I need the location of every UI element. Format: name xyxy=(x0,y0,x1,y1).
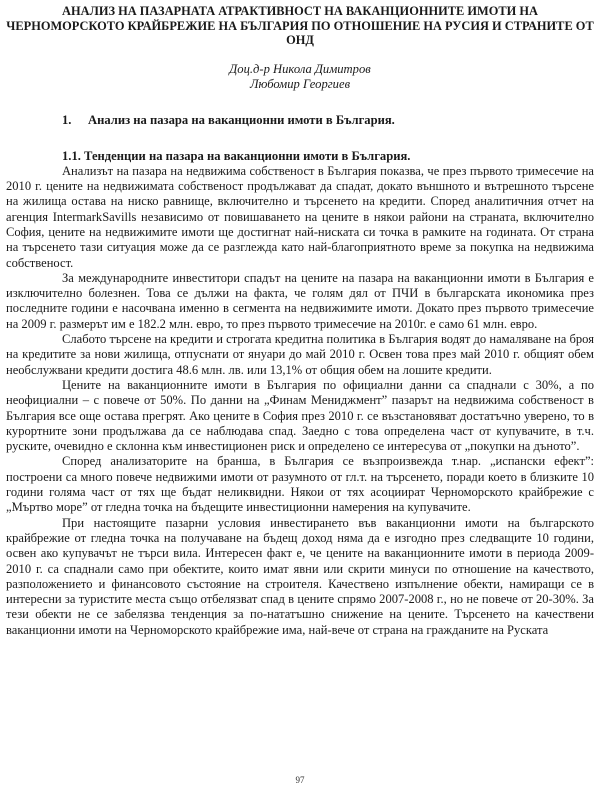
paper-title: АНАЛИЗ НА ПАЗАРНАТА АТРАКТИВНОСТ НА ВАКАНЦИОННИТЕ ИМОТИ НА ЧЕРНОМОРСКОТО КРАЙБРЕЖИЕ НА БЪЛГАРИЯ ПО ОТНОШЕНИЕ НА РУСИЯ И СТРАНИТЕ ОТ ОНД xyxy=(6,4,594,48)
paragraph: Цените на ваканционните имоти в България по официални данни са спаднали с 30%, а по неофициални – с повече от 50%. По данни на „Финам Мениджмент” пазарът на недвижима собственост в България все още остава прегрят. Ако цените в София през 2010 г. се възстановяват достатъчно уверено, то в курортните зони продължава да се наблюдава спад. Заедно с това определена част от купувачите, в т.ч. руските, очевидно е склонна към инвестиционен риск и определено се интересува от „покупки на дъното”. xyxy=(6,377,594,454)
page-number: 97 xyxy=(295,775,305,785)
body-text xyxy=(6,164,594,638)
author-name: Любомир Георгиев xyxy=(249,76,351,91)
paragraph: Слабото търсене на кредити и строгата кредитна политика в България водят до намаляване на броя на кредитите за нови жилища, отпуснати от януари до май 2010 г. Освен това през май 2010 г. общият обем необслужвани кредити достига 48.6 млн. лв. или 13,1% от общия обем на лошите кредити. xyxy=(6,332,594,377)
section-number: 1. xyxy=(62,112,72,127)
section-title: Анализ на пазара на ваканционни имоти в България. xyxy=(88,112,395,127)
paragraph: За международните инвеститори спадът на цените на пазара на ваканционни имоти в България е изключително болезнен. Това се дължи на факта, че голям дял от ПЧИ в българската икономика през последните години е насочвана именно в сегмента на недвижимите имоти. Докато през първото тримесечие на 2009 г. размерът им е 182.2 млн. евро, то през първото тримесечие на 2010г. е само 61 млн. евро. xyxy=(6,270,594,331)
subsection-heading: 1.1. Тенденции на пазара на ваканционни имоти в България. xyxy=(62,148,411,163)
author-list xyxy=(6,62,594,92)
paragraph: При настоящите пазарни условия инвестирането във ваканционни имоти на българското крайбрежие от гледна точка на получаване на бъдещ доход няма да е изгодно през следващите 10 години, освен ако купувачът не търси вила. Интересен факт е, че цените на ваканционните имоти в периода 2009-2010 г. са спаднали само при обектите, които имат явни или скрити минуси по отношение на качеството, разположението и финансовото състояние на строителя. Качествено изпълнение обекти, намиращи се в интересни за туристите места също отбелязват спад в цените спрямо 2007-2008 г., но не повече от 20-30%. За тези обекти не се забелязва тенденция за по-нататъшно снижение на цените. Търсенето на качествени ваканционни имоти на Черноморското крайбрежие има, най-вече от страна на гражданите на Руската xyxy=(6,515,594,637)
paragraph: Според анализаторите на бранша, в България се възпроизвежда т.нар. „испански ефект”: построени са много повече недвижими имоти от разумното от гл.т. на търсенето, поради което в близките 10 години голяма част от тях ще бъдат неликвидни. Някои от тях асоциират Черноморското крайбрежие с „Мъртво море” от гледна точка на бъдещите инвестиционни намерения на купувачите. xyxy=(6,454,594,515)
paragraph: Анализът на пазара на недвижима собственост в България показва, че през първото тримесечие на 2010 г. цените на недвижимата собственост продължават да спадат, докато външното и вътрешното търсене на жилища остава на ниско равнище, включително и търсенето на кредити. Според аналитичния отчет на агенция IntermarkSavills независимо от повишаването на цените в някои райони на страната, включително София, цените на недвижимите имоти ще достигнат най-ниската си точка в рамките на годината. От страна на търсенето тази ситуация може да се разглежда като най-благоприятното време за покупка на недвижима собственост. xyxy=(6,163,594,270)
author-name: Доц.д-р Никола Димитров xyxy=(229,61,371,76)
section-heading xyxy=(6,113,594,128)
